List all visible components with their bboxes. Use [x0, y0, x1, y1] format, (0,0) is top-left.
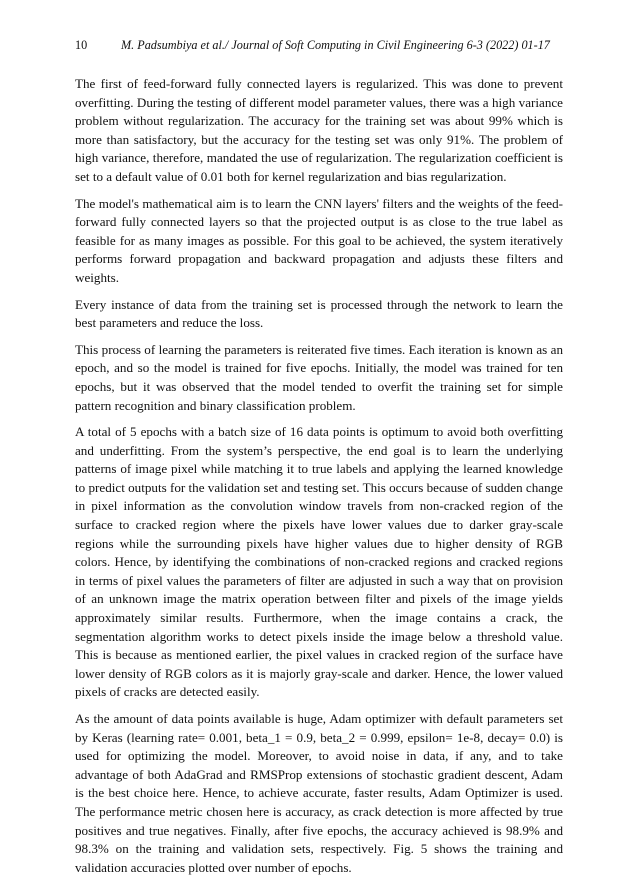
paragraph-regularization: The first of feed-forward fully connected layers is regularized. This was done to prevent overfitting. During the testing of different model parameter values, there was a high variance problem without regularization. The accuracy for the training set was about 99% which is more than satisfactory, but the accuracy for the testing set was only 91%. The problem of high variance, therefore, mandated the use of regularization. The regularization coefficient is set to a default value of 0.01 both for kernel regularization and bias regularization.: [75, 76, 563, 184]
journal-citation: M. Padsumbiya et al./ Journal of Soft Computing in Civil Engineering 6-3 (2022) 01-17: [121, 38, 550, 52]
body-text: [75, 75, 563, 885]
page-number: 10: [75, 38, 88, 52]
paragraph-optimizer: As the amount of data points available is huge, Adam optimizer with default parameters set by Keras (learning rate= 0.001, beta_1 = 0.9, beta_2 = 0.999, epsilon= 1e-8, decay= 0.0) is used for optimizing the model. Moreover, to avoid noise in data, if any, and to take advantage of both AdaGrad and RMSProp extensions of stochastic gradient descent, Adam is the best choice here. Hence, to achieve accurate, faster results, Adam Optimizer is used. The performance metric chosen here is accuracy, as crack detection is more affected by true positives and true negatives. Finally, after five epochs, the accuracy achieved is 98.9% and 98.3% on the training and validation sets, respectively. Fig. 5 shows the training and validation accuracies plotted over number of epochs.: [75, 711, 563, 875]
paragraph-training-instances: Every instance of data from the training set is processed through the network to learn the best parameters and reduce the loss.: [75, 296, 563, 331]
paragraph-epochs: This process of learning the parameters is reiterated five times. Each iteration is known as an epoch, and so the model is trained for five epochs. Initially, the model was trained for ten epochs, but it was observed that the model tended to overfit the training set for simple pattern recognition and binary classification problem.: [75, 341, 563, 413]
paragraph-batch-size: A total of 5 epochs with a batch size of 16 data points is optimum to avoid both overfitting and underfitting. From the system’s perspective, the end goal is to learn the underlying patterns of image pixel while matching it to true labels and applying the learned knowledge to predict outputs for the validation set and testing set. This occurs because of sudden change in pixel information as the convolution window travels from non-cracked region of the surface to cracked region where the pixels have lower values due to darker gray-scale regions while the surrounding pixels have higher values due to higher density of RGB colors. Hence, by identifying the combinations of non-cracked regions and cracked regions in terms of pixel values the parameters of filter are adjusted in such a way that on provision of an unknown image the matrix operation between filter and pixels of the image yields approximately similar results. Furthermore, when the image contains a crack, the segmentation algorithm works to detect pixels inside the image below a threshold value. This is because as mentioned earlier, the pixel values in cracked region of the surface have lower density of RGB colors as it is majorly gray-scale and darker. Hence, the lower valued pixels of cracks are detected easily.: [75, 424, 563, 700]
running-header: [75, 37, 565, 53]
paragraph-model-aim: The model's mathematical aim is to learn the CNN layers' filters and the weights of the feed-forward fully connected layers so that the projected output is as close to the true label as feasible for as many images as possible. For this goal to be achieved, the system iteratively performs forward propagation and backward propagation and adjusts these filters and weights.: [75, 195, 563, 285]
